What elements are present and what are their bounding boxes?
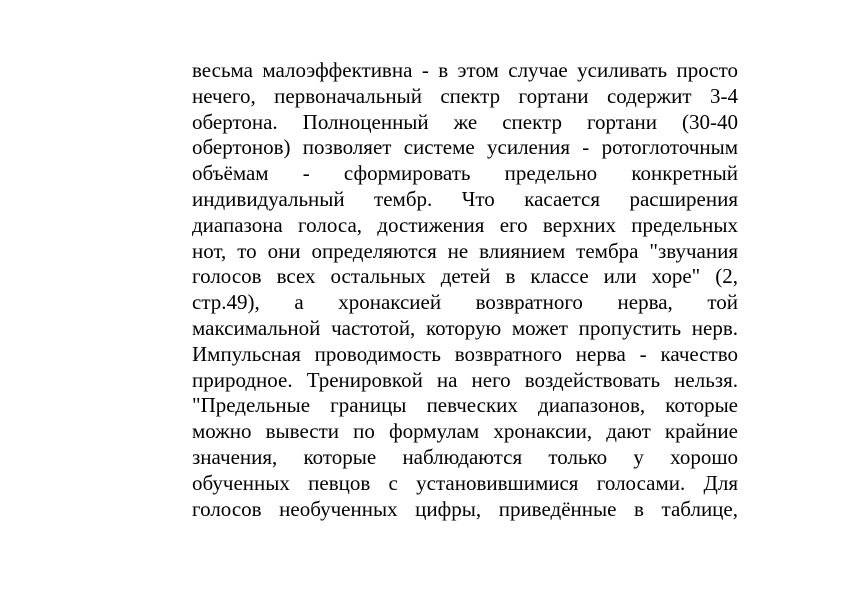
text-line: нот, то они определяются не влиянием тембра "звучания (192, 238, 738, 263)
text-line: природное. Тренировкой на него воздействовать нельзя. (192, 367, 738, 392)
text-line: значения, которые наблюдаются только у хорошо (192, 444, 738, 469)
text-line: диапазона голоса, достижения его верхних предельных (192, 212, 738, 237)
text-line: весьма малоэффективна - в этом случае усиливать просто (192, 58, 738, 82)
text-line: обученных певцов с установившимися голосами. Для (192, 470, 738, 495)
body-text (192, 58, 738, 522)
text-line: стр.49), а хронаксией возвратного нерва, той (192, 290, 738, 315)
text-line: голосов необученных цифры, приведённые в таблице, (192, 496, 738, 521)
text-line: нечего, первоначальный спектр гортани содержит 3-4 (192, 83, 738, 108)
text-line: обертона. Полноценный же спектр гортани (30-40 (192, 109, 738, 134)
text-line: можно вывести по формулам хронаксии, дают крайние (192, 419, 738, 444)
text-line: Импульсная проводимость возвратного нерва - качество (192, 341, 738, 366)
text-line: индивидуальный тембр. Что касается расширения (192, 186, 738, 211)
text-line: максимальной частотой, которую может пропустить нерв. (192, 315, 738, 340)
text-line: голосов всех остальных детей в классе или хоре" (2, (192, 264, 738, 289)
text-line: "Предельные границы певческих диапазонов, которые (192, 393, 738, 418)
text-line: объёмам - сформировать предельно конкретный (192, 161, 738, 186)
text-line: обертонов) позволяет системе усиления - ротоглоточным (192, 135, 738, 160)
